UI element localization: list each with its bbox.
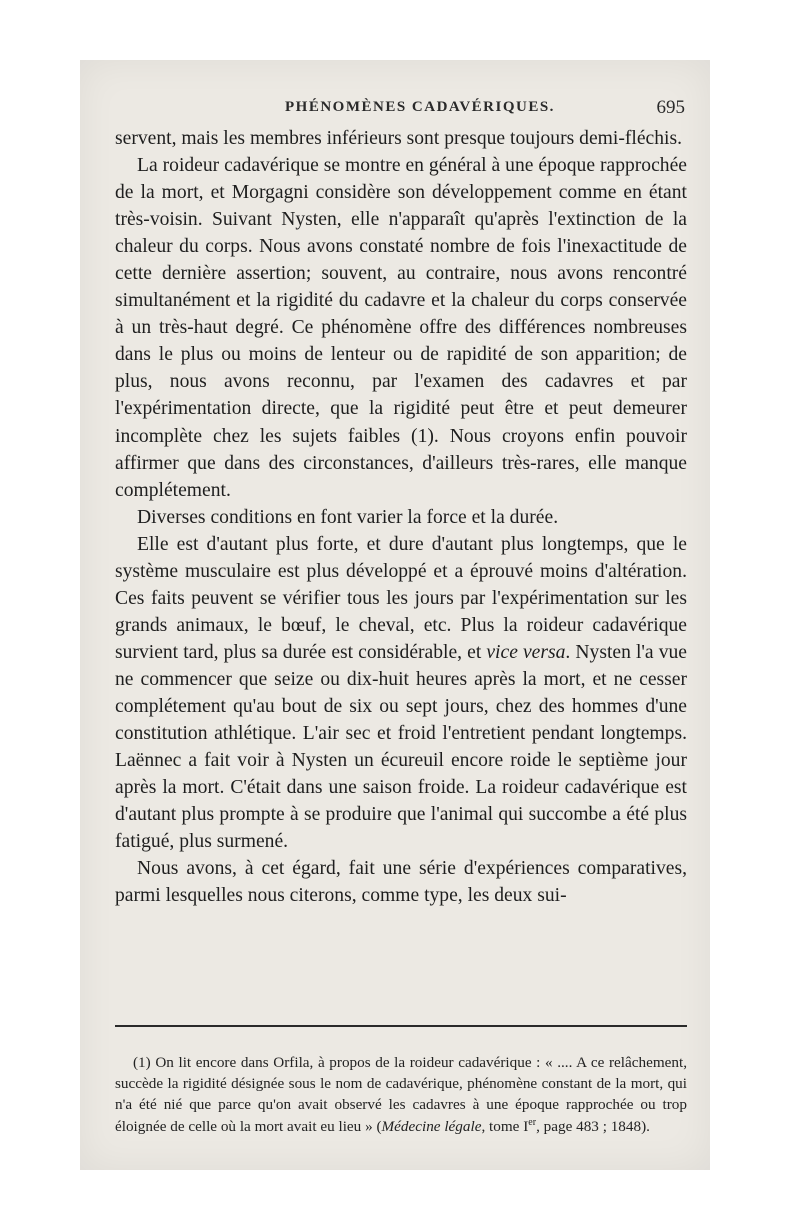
footnote-text [115,1052,687,1137]
body-text [115,125,687,909]
paragraph-roideur: La roideur cadavérique se montre en général à une époque rapprochée de la mort, et Morgagni considère son développement comme en étant très-voisin. Suivant Nysten, elle n'apparaît qu'après l'extinction de la chaleur du corps. Nous avons constaté nombre de fois l'inexactitude de cette dernière assertion; souvent, au contraire, nous avons rencontré simultanément et la rigidité du cadavre et la chaleur du corps conservée à un très-haut degré. Ce phénomène offre des différences nombreuses dans le plus ou moins de lenteur ou de rapidité de son apparition; de plus, nous avons reconnu, par l'examen des cadavres et par l'expérimentation directe, que la rigidité peut être et peut demeurer incomplète chez les sujets faibles (1). Nous croyons enfin pouvoir affirmer que dans des circonstances, d'ailleurs très-rares, elle manque complétement. [115,155,687,501]
page-number: 695 [656,97,685,118]
paragraph-conditions: Diverses conditions en font varier la force et la durée. [137,506,559,528]
text-run: Elle est d'autant plus forte, et dure d'autant plus longtemps, que le système musculaire est plus développé et a éprouvé moins d'altération. Ces faits peuvent se vérifier tous les jours par l'expérimentation sur les grands animaux, le bœuf, le cheval, etc. Plus la roideur cadavérique survient tard, plus sa durée est considérable, et [115,533,687,663]
text-run: (1) On lit encore dans Orfila, à propos de la roideur cadavérique : « .... A ce relâchement, succède la rigidité désignée sous le nom de cadavérique, phénomène constant de la mort, qui n'a été nié que parce qu'on avait observé les cadavres à une époque rapprochée ou trop éloignée de celle où la mort avait eu lieu » ( [115,1054,687,1135]
italic-text: vice versa [486,641,566,663]
paragraph-experiences: Nous avons, à cet égard, fait une série d'expériences comparatives, parmi lesquelles nous citerons, comme type, les deux sui- [115,858,687,907]
superscript: er [528,1116,537,1128]
paragraph-continuation: servent, mais les membres inférieurs sont presque toujours demi-fléchis. [115,128,682,149]
text-run: , tome I [481,1117,529,1135]
running-title: PHÉNOMÈNES CADAVÉRIQUES. [285,99,555,115]
running-head [115,97,685,121]
italic-text: Médecine légale [381,1117,482,1135]
text-run: , page 483 ; 1848). [536,1117,650,1135]
text-run: . Nysten l'a vue ne commencer que seize ou dix-huit heures après la mort, et ne cesser complétement qu'au bout de six ou sept jours, chez des hommes d'une constitution athlétique. L'air sec et froid l'entretient pendant longtemps. Laënnec a fait voir à Nysten un écureuil encore roide le septième jour après la mort. C'était dans une saison froide. La roideur cadavérique est d'autant plus prompte à se produire que l'animal qui succombe a été plus fatigué, plus surmené. [115,641,687,853]
footnote [115,1052,687,1137]
paragraph-force-duree [115,531,687,856]
footnote-rule [115,1025,687,1027]
